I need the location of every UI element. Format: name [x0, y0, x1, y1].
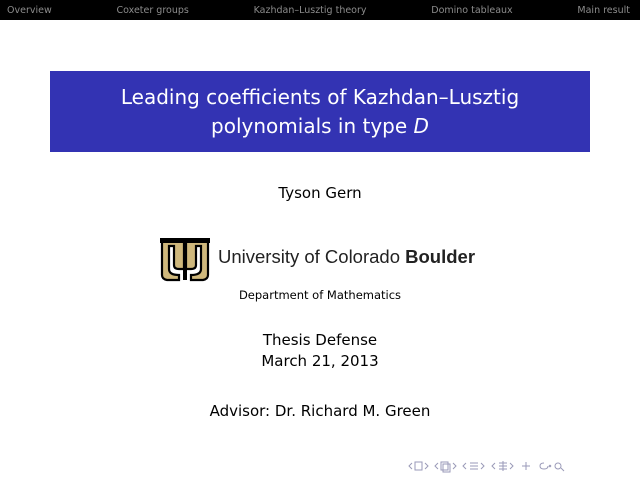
- university-logo: [159, 235, 489, 283]
- appendix-icon[interactable]: [522, 462, 530, 470]
- author-name: Tyson Gern: [278, 184, 362, 202]
- frame-back-icon[interactable]: [409, 462, 428, 470]
- zoom-icon[interactable]: [555, 463, 564, 471]
- title-line-1: Leading coefficients of Kazhdan–Lusztig: [120, 84, 520, 109]
- nav-main-result[interactable]: Main result: [577, 4, 630, 16]
- cu-logo-icon: [159, 235, 211, 283]
- beamer-navigation-controls: [408, 459, 630, 473]
- nav-domino-tableaux[interactable]: Domino tableaux: [431, 4, 513, 16]
- nav-overview[interactable]: Overview: [7, 4, 52, 16]
- title-math-d: D: [413, 113, 429, 138]
- university-name-regular: University of Colorado: [218, 246, 406, 267]
- title-line-2-text: polynomials in type: [211, 113, 414, 138]
- event-date: March 21, 2013: [261, 352, 379, 370]
- section-back-icon[interactable]: [463, 463, 484, 469]
- title-line-2: [211, 112, 429, 141]
- university-name-bold: Boulder: [405, 246, 476, 267]
- event-info: [0, 330, 640, 372]
- title-block: [50, 71, 590, 152]
- department: Department of Mathematics: [238, 288, 402, 302]
- university-name: [218, 246, 475, 268]
- nav-coxeter-groups[interactable]: Coxeter groups: [116, 4, 189, 16]
- subsection-back-icon[interactable]: [435, 462, 456, 472]
- advisor: Advisor: Dr. Richard M. Green: [209, 402, 431, 420]
- event-name: Thesis Defense: [262, 331, 378, 349]
- section-navigation-bar: [0, 0, 640, 20]
- search-icon[interactable]: [540, 463, 551, 469]
- document-back-icon[interactable]: [492, 461, 513, 471]
- nav-kazhdan-lusztig-theory[interactable]: Kazhdan–Lusztig theory: [253, 4, 367, 16]
